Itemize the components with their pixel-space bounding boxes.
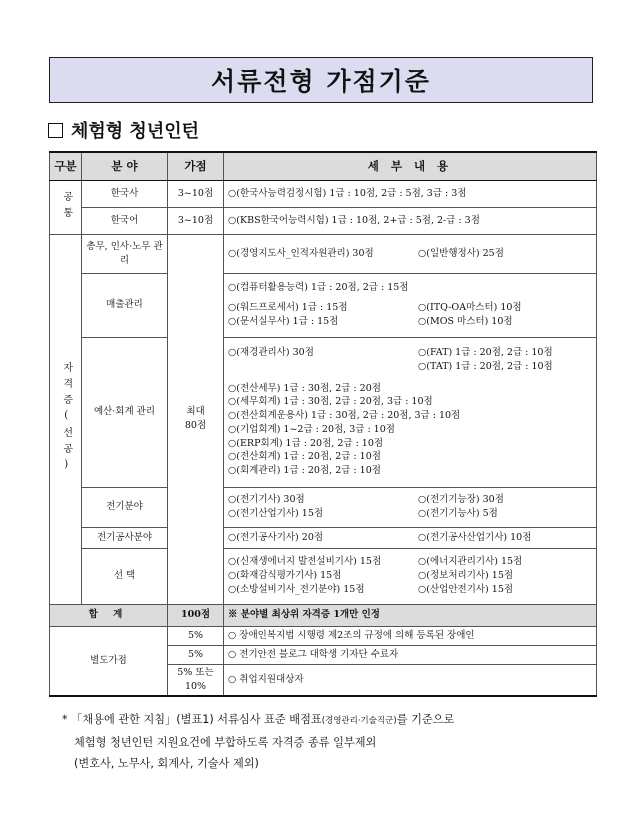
detail-cell: ○(경영지도사_인적자원관리) 30점 ○(일반행정사) 25점 [224,234,597,273]
field-cell: 선 택 [82,548,168,604]
table-row [50,548,597,604]
footnote [62,709,622,774]
table-row [50,273,597,337]
table-row [50,207,597,234]
table-header-row [50,152,597,180]
field-cell: 예산·회계 관리 [82,337,168,487]
detail-cell: ○ 장애인복지법 시행령 제2조의 규정에 의해 등록된 장애인 [224,626,597,645]
cert-points-cell: 최대 80점 [168,234,224,604]
detail-cell: ○(신재생에너지 발전설비기사) 15점 ○(에너지관리기사) 15점 ○(화재감식평가기사) 15점 ○(정보처리기사) 15점 ○(소방설비기사_전기분야) 15점 ○(산업안전기사) 15점 [224,548,597,604]
total-row [50,604,597,626]
detail-cell: ○(전기기사) 30점 ○(전기기능장) 30점 ○(전기산업기사) 15점 ○(전기기능사) 5점 [224,487,597,527]
bonus-points-table [49,151,597,697]
table-row [50,487,597,527]
table-row [50,337,597,487]
detail-cell: ○(KBS한국어능력시험) 1급 : 10점, 2+급 : 5점, 2-급 : 3점 [224,207,597,234]
total-points: 100점 [168,604,224,626]
extra-label: 별도가점 [50,626,168,696]
detail-cell: ○(전기공사기사) 20점 ○(전기공사산업기사) 10점 [224,527,597,548]
field-cell: 매출관리 [82,273,168,337]
points-cell: 5% [168,645,224,664]
category-common: 공통 [50,180,82,234]
section-heading [48,117,199,143]
header-details: 세 부 내 용 [224,152,597,180]
category-certificate: 자격증(선공) [50,234,82,604]
page-title: 서류전형 가점기준 [49,57,593,103]
footnote-line2: 체험형 청년인턴 지원요건에 부합하도록 자격증 종류 일부제외 [74,736,377,749]
field-cell: 한국어 [82,207,168,234]
header-category: 구분 [50,152,82,180]
footnote-line1-b: 를 기준으로 [396,713,455,726]
header-field: 분 야 [82,152,168,180]
field-cell: 총무, 인사·노무 관리 [82,234,168,273]
total-label: 합 계 [50,604,168,626]
section-heading-text: 체험형 청년인턴 [71,121,199,142]
points-cell: 5% [168,626,224,645]
detail-cell: ○ 전기안전 블로그 대학생 기자단 수료자 [224,645,597,664]
points-cell: 3~10점 [168,207,224,234]
total-note: ※ 분야별 최상위 자격증 1개만 인정 [224,604,597,626]
field-cell: 전기분야 [82,487,168,527]
detail-cell: ○(재경관리사) 30점 ○(FAT) 1급 : 20점, 2급 : 10점 ○(TAT) 1급 : 20점, 2급 : 10점 ○(전산세무) 1급 : 30점, 2급 : 20점 ○(세무회계) 1급 : 30점, 2급 : 20점, 3급 : 10점 ○(전산회계운용사) 1급 : 30점, 2급 : 20점, 3급 : 10점 ○(기업회계) 1~2급 : 20점, 3급 : 10점 ○(ERP회계) 1급 : 20점, 2급 : 10점 ○(전산회계) 1급 : 20점, 2급 : 10점 ○(회계관리) 1급 : 20점, 2급 : 10점 [224,337,597,487]
table-row [50,234,597,273]
points-cell: 5% 또는 10% [168,664,224,696]
table-row [50,180,597,207]
header-points: 가점 [168,152,224,180]
points-cell: 3~10점 [168,180,224,207]
table-row [50,626,597,645]
detail-cell: ○(한국사능력검정시험) 1급 : 10점, 2급 : 5점, 3급 : 3점 [224,180,597,207]
checkbox-icon [48,123,63,138]
table-row [50,527,597,548]
footnote-line1-small: (경영관리·기술직군) [321,716,397,726]
footnote-line1-a: * 「채용에 관한 지침」(별표1) 서류심사 표준 배점표 [62,713,322,726]
footnote-line3: (변호사, 노무사, 회계사, 기술사 제외) [74,757,259,770]
detail-cell: ○ 취업지원대상자 [224,664,597,696]
field-cell: 전기공사분야 [82,527,168,548]
detail-cell: ○(컴퓨터활용능력) 1급 : 20점, 2급 : 15점 ○(워드프로세서) 1급 : 15점 ○(ITQ-OA마스터) 10점 ○(문서실무사) 1급 : 15점 ○(MOS 마스터) 10점 [224,273,597,337]
field-cell: 한국사 [82,180,168,207]
